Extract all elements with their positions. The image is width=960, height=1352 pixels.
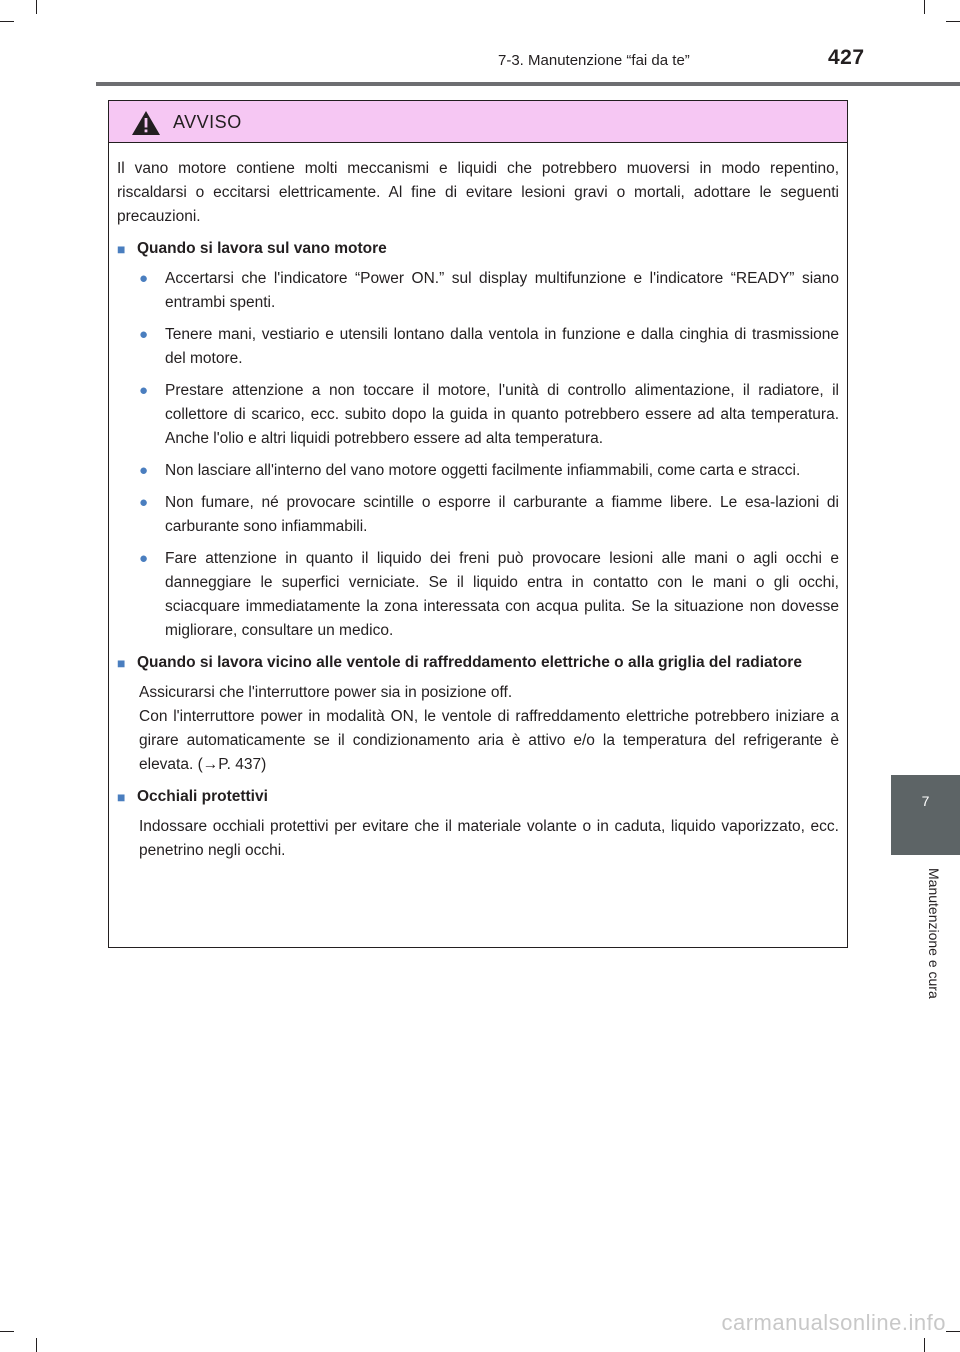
circle-bullet-icon: ● bbox=[139, 550, 149, 567]
warning-intro: Il vano motore contiene molti meccanismi e liquidi che potrebbero muoversi in modo repentino, riscaldarsi o eccitarsi elettricamente. Al fine di evitare lesioni gravi o mortali, adottare le seguenti precauzioni. bbox=[117, 160, 839, 225]
square-bullet-icon: ■ bbox=[117, 655, 126, 671]
crop-mark bbox=[924, 0, 925, 14]
circle-bullet-icon: ● bbox=[139, 494, 149, 511]
section-heading: ■ Quando si lavora sul vano motore bbox=[117, 237, 839, 261]
warning-header bbox=[109, 101, 847, 143]
circle-bullet-icon: ● bbox=[139, 326, 149, 343]
chapter-number: 7 bbox=[921, 793, 930, 809]
header-rule bbox=[96, 82, 960, 86]
crop-mark bbox=[0, 1331, 14, 1332]
warning-triangle-icon bbox=[131, 110, 161, 136]
crop-mark bbox=[946, 21, 960, 22]
list-item: ● Fare attenzione in quanto il liquido dei freni può provocare lesioni alle mani o agli occhi e danneggiare le superfici verniciate. Se il liquido entra in contatto con le mani o gli occhi, sciacquare immediatamente la zona interessata con acqua pulita. Se la situazione non dovesse migliorare, consultare un medico. bbox=[139, 547, 839, 643]
chapter-label: Manutenzione e cura bbox=[926, 868, 942, 999]
circle-bullet-icon: ● bbox=[139, 382, 149, 399]
section-heading: ■ Quando si lavora vicino alle ventole di raffreddamento elettriche o alla griglia del radiatore bbox=[117, 651, 839, 675]
section-text: Indossare occhiali protettivi per evitare che il materiale volante o in caduta, liquido vaporizzato, ecc. penetrino negli occhi. bbox=[139, 818, 839, 859]
square-bullet-icon: ■ bbox=[117, 241, 126, 257]
warning-box bbox=[108, 100, 848, 948]
circle-bullet-icon: ● bbox=[139, 462, 149, 479]
warning-body bbox=[109, 143, 847, 871]
crop-mark bbox=[36, 0, 37, 14]
circle-bullet-icon: ● bbox=[139, 270, 149, 287]
list-item: ● Prestare attenzione a non toccare il motore, l'unità di controllo alimentazione, il radiatore, il collettore di scarico, ecc. subito dopo la guida in quanto potrebbero essere ad alta temperatura. Anche l'olio e altri liquidi potrebbero essere ad alta temperatura. bbox=[139, 379, 839, 451]
crop-mark bbox=[946, 1331, 960, 1332]
list-item: ● Tenere mani, vestiario e utensili lontano dalla ventola in funzione e dalla cinghia di trasmissione del motore. bbox=[139, 323, 839, 371]
watermark: carmanualsonline.info bbox=[721, 1310, 946, 1335]
page-number: 427 bbox=[828, 46, 865, 69]
square-bullet-icon: ■ bbox=[117, 789, 126, 805]
section-heading: ■ Occhiali protettivi bbox=[117, 785, 839, 809]
crop-mark bbox=[924, 1338, 925, 1352]
chapter-tab bbox=[891, 775, 960, 855]
section-title: 7-3. Manutenzione “fai da te” bbox=[498, 52, 690, 69]
crop-mark bbox=[0, 21, 14, 22]
section-text: Assicurarsi che l'interruttore power sia in posizione off. Con l'interruttore power in modalità ON, le ventole di raffreddamento elettriche potrebbero iniziare a girare automaticamente se il condizionamento aria è attivo e/o la temperatura del refrigerante è elevata. (→P. 437) bbox=[139, 684, 839, 773]
crop-mark bbox=[36, 1338, 37, 1352]
list-item: ● Accertarsi che l'indicatore “Power ON.” sul display multifunzione e l'indicatore “READY” siano entrambi spenti. bbox=[139, 267, 839, 315]
list-item: ● Non fumare, né provocare scintille o esporre il carburante a fiamme libere. Le esa-lazioni di carburante sono infiammabili. bbox=[139, 491, 839, 539]
warning-title: AVVISO bbox=[173, 112, 242, 132]
list-item: ● Non lasciare all'interno del vano motore oggetti facilmente infiammabili, come carta e stracci. bbox=[139, 459, 839, 483]
